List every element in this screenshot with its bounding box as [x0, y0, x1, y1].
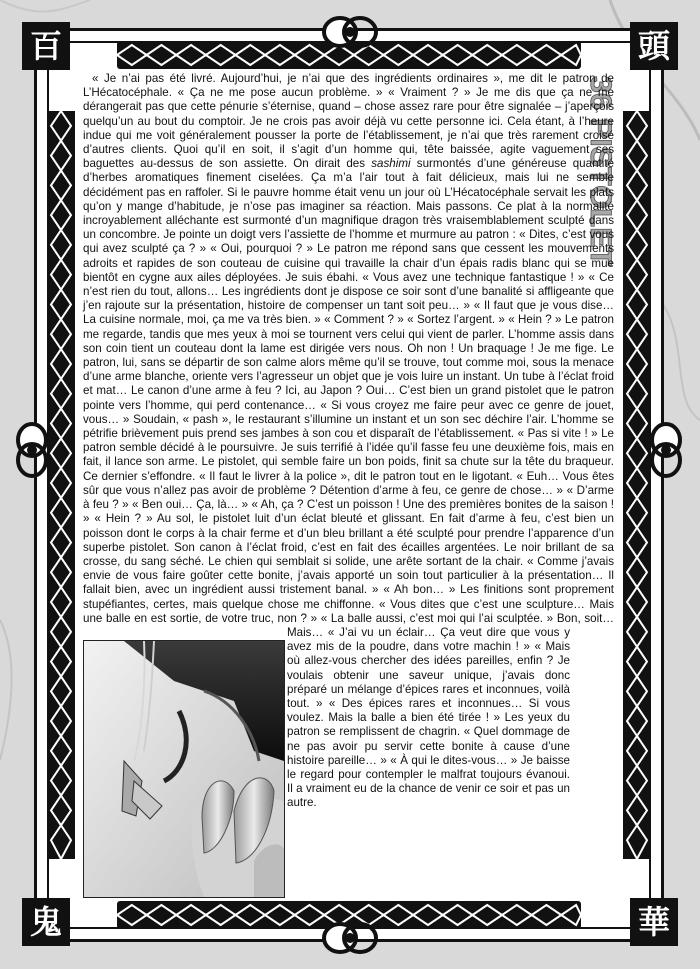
right-ornament-band: [623, 111, 651, 859]
corner-seal-bottom-right: [630, 898, 678, 946]
bottom-knot-ornament: [320, 918, 380, 958]
pistol-photo: [83, 640, 285, 898]
left-ornament-band: [47, 111, 75, 859]
story-paragraph-part-2: surmontés d’une généreuse quantité d’herbes aromatiques finement ciselées. Ça m’a l’air tout à fait délicieux, mais lui ne semble décidément pas en raffoler. Si le pauvre homme était venu un jour où L’Hécatocéphale servait les plats qu’on y mange d’habitude, je n’ose pas imaginer sa réaction. Mais passons. Ce plat à la normalité incroyablement alléchante est surmonté d’un magnifique dragon très vraisemblablement sculpté dans un concombre. Je pointe un doigt vers l’assiette de l’homme et murmure au patron : « Dites, c’est vous qui avez sculpté ça ? » « Oui, pourquoi ? » Le patron me répond sans que cessent les mouvements adroits et rapides de son couteau de cuisine qui travaille la chair d’un épais radis blanc qui se mue bientôt en cygne aux ailes déployées. Je suis ébahi. « Vous avez une technique fantastique ! » « Ce n’est rien du tout, allons… Les ingrédients dont je dispose ce soir sont d’une banalité si affligeante que j’en rajoute sur la présentation, histoire de compenser un tant soit peu… » « Il faut que je vous dise… La cuisine normale, moi, ça me va très bien. » « Comment ? » « Sortez l’argent. » « Hein ? » Le patron me regarde, tandis que mes yeux à moi se tournent vers celui qui vient de parler. L’homme assis dans son coin tient un couteau dont la lame est dirigée vers nous. Oh non ! Un braquage ! Je me fige. Le patron, lui, sans se départir de son calme alors même qu’il se trouve, tout comme moi, sous la menace d’une arme blanche, oriente vers l’agresseur un objet que je vois luire un instant. Un tube à l’éclat froid et mat… Le canon d’une arme à feu ? Ici, au Japon ? Oui… C’est bien un grand pistolet que le patron pointe vers l’homme, qui perd contenance… « Si vous croyez me faire peur avec ce genre de jouet, vous… » Soudain, « pash », le restaurant s’illumine un instant et un son sec déchire l’air. L’homme se pétrifie brièvement puis prend ses jambes à son cou et disparaît de l’établissement. « Pas si vite ! » Le patron semble décidé à le poursuivre. Je suis terrifié à l’idée qu’il fasse feu une deuxième fois, mais en fait, il lance son arme. Le pistolet, qui semble faire un bon poids, finit sa chute sur la tête du braqueur. Ce dernier s’effondre. « Il faut le livrer à la police », dit le patron tout en le ligotant. « Euh… Vous êtes sûr que vous n’allez pas avoir de problème ? Détention d’arme à feu, ce genre de chose… » « D’arme à feu ? » « Ben oui… Ça, là… » « Ah, ça ? C’est un poisson ! Une des premières bonites de la saison ! » « Hein ? » Au sol, le pistolet luit d’un éclat bleuté et glissant. En fait d’arme à feu, c’est bien un poisson dont le corps à la chair ferme et d’un bleu brillant a été sculpté pour prendre l’apparence d’un superbe pistolet. Son canon à l’éclat froid, c’est en fait des écailles argentées. Le noir brillant de sa crosse, du sang séché. Le chien qui semblait si solide, une arête sortant de la chair. « Comme j’avais envie de vous faire goûter cette bonite, j’avais apporté un soin tout particulier à la présentation… Il fallait bien, avec un ingrédient aussi tristement banal. » « Ah bon… » Les finitions sont proprement stupéfiantes, certes, mais quelque chose me chiffonne. « Vous dites que c’est une sculpture… Mais une balle en est sortie, de votre truc, non ? » « La balle aussi, c’est moi qui l’ai sculptée. » Bon, soit… Mais… « J’ai vu un éclair… Ça veut dire que vous y avez mis de la poudre, dans votre machin ! » « Mais où allez-vous chercher des idées pareilles, enfin ? Je voulais obtenir une saveur unique, j’avais donc préparé un mélange d’épices rares et inconnues, voilà tout. » « Des épices rares et inconnues… Si vous voulez. Mais la balle a bien été tirée ! » Les yeux du patron se remplissent de chagrin. « Quel dommage de ne pas avoir pu servir cette bonite à cause d’une histoire pareille… » « À qui le dites-vous… » Je baisse le regard pour contempler le malfrat toujours évanoui. Il a vraiment eu de la chance de venir ce soir et pas un autre.: [83, 157, 614, 810]
seal-glyph: 華: [637, 903, 670, 941]
top-knot-ornament: [320, 12, 380, 52]
story-italic-word: sashimi: [371, 157, 411, 171]
seal-glyph: 頭: [637, 27, 670, 65]
title-spacer: [570, 636, 614, 832]
seal-glyph: 百: [29, 27, 62, 65]
corner-seal-bottom-left: [22, 898, 70, 946]
corner-seal-top-right: [630, 22, 678, 70]
right-knot-ornament: [646, 420, 686, 480]
corner-seal-top-left: [22, 22, 70, 70]
left-knot-ornament: [12, 420, 52, 480]
seal-glyph: 鬼: [29, 903, 62, 941]
story-paragraph-part-1: « Je n’ai pas été livré. Aujourd’hui, je n’ai que des ingrédients ordinaires », me dit le patron de L’Hécatocéphale. « Ça ne me pose aucun problème. » « Vraiment ? » Je me dis que ça ne me dérangerait pas que cette pénurie s’éternise, quand – chose assez rare pour être signalée – j’aperçois quelqu’un au bout du comptoir. Je ne crois pas avoir déjà vu cette personne ici. Cela étant, à l’heure indue qui me voit généralement pousser la porte de l’établissement, je n’ai que très rarement croisé d’autres clients. Quoi qu’il en soit, il s’agit d’un homme qui, tête baissée, agite vaguement ses baguettes au-dessus de son assiette. On dirait des: [83, 72, 614, 171]
chapter-title-text: 36 PISTOLET: [584, 76, 617, 264]
